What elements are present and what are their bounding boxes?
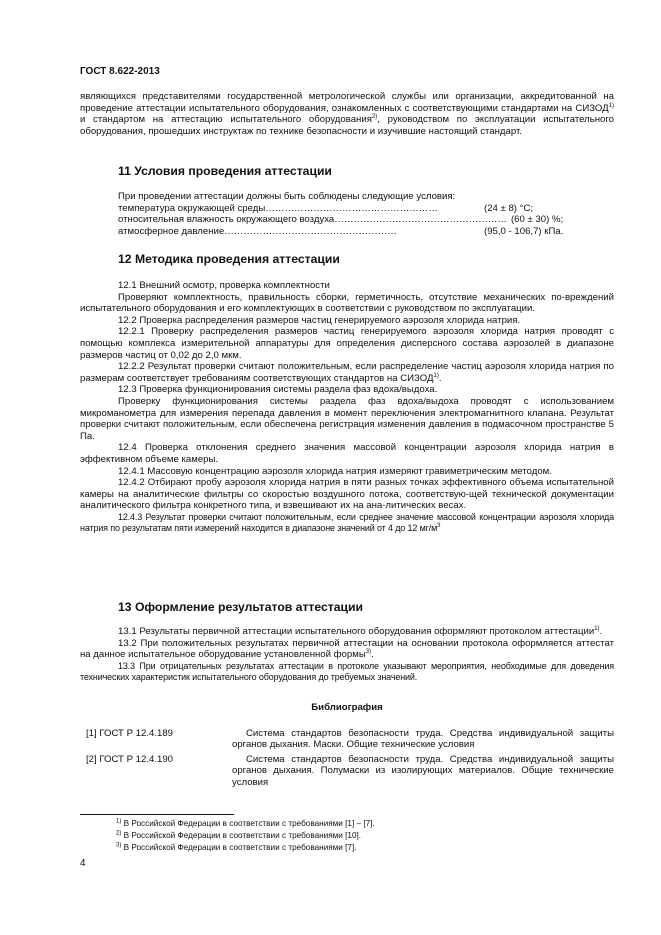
footnote-divider — [80, 814, 234, 815]
footnote: $^{1)}$ В Российской Федерации в соответствии с требованиями [1] – [7]. — [116, 818, 375, 828]
footnote: $^{2)}$ В Российской Федерации в соответствии с требованиями [10]. — [116, 830, 362, 840]
footnotes — [116, 818, 375, 854]
section-13: 13 Оформление результатов аттестации 13.1 Результаты первичной аттестации испытательного оборудования оформляют протоколом аттестации$^{1)}$. 13.2 При положительных результатах первичной аттестации на основании протокола оформляется аттестат на данное испытательное оборудование установленной формы$^{3)}$. 13.3 При отрицательных результатах аттестации в протоколе указывают мероприятия, необходимые для доведения технических характеристик испытательного оборудования до требуемых значений. — [80, 600, 614, 683]
page-number: 4 — [80, 858, 86, 869]
intro-paragraph: являющихся представителями государственной метрологической службы или организации, аккредитованной на проведение аттестации испытательного оборудования, ознакомленных с соответствующими стандартами на СИЗОД$^{1)}$ и стандартом на аттестацию испытательного оборудования$^{2)}$, руководством по эксплуатации испытательного оборудования, прошедших инструктаж по технике безопасности и изучившие настоящий стандарт. — [80, 91, 615, 137]
section-11-lead: При проведении аттестации должны быть соблюдены следующие условия: — [118, 191, 456, 202]
footnote: $^{3)}$ В Российской Федерации в соответствии с требованиями [7]. — [116, 842, 357, 852]
section-11 — [80, 164, 614, 237]
bibliography-title: Библиография — [311, 702, 383, 713]
section-12: 12 Методика проведения аттестации 12.1 Внешний осмотр, проверка комплектности Проверяют комплектность, правильность сборки, герметичность, отсутствие механических по-вреждений испытательного оборудования и его комплектующих в соответствии с руководством по эксплуатации. 12.2 Проверка распределения размеров частиц генерируемого аэрозоля хлорида натрия. 12.2.1 Проверку распределения размеров частиц генерируемого аэрозоля хлорида натрия проводят с помощью комплекса измерительной аппаратуры для определения дисперсного состава аэрозолей в диапазоне размеров частиц от 0,02 до 2,0 мкм. 12.2.2 Результат проверки считают положительным, если распределение частиц аэрозоля хлорида натрия по размерам соответствует требованиям соответствующих стандартов на СИЗОД$^{1)}$. 12.3 Проверка функционирования системы раздела фаз вдоха/выдоха. Проверку функционирования системы раздела фаз вдоха/выдоха проводят с использованием микроманометра для измерения перепада давления в момент переключения электромагнитного клапана. Результат проверки считают положительным, если обеспечена регистрация изменения давления в подмасочном пространстве 5 Па. 12.4 Проверка отклонения среднего значения массовой концентрации аэрозоля хлорида натрия в эффективном объеме камеры. 12.4.1 Массовую концентрацию аэрозоля хлорида натрия измеряют гравиметрическим методом. 12.4.2 Отбирают пробу аэрозоля хлорида натрия в пяти разных точках эффективного объема испытательной камеры на аналитические фильтры со скоростью воздушного потока, соответствую-щей технической документации аналитического фильтра конкретного типа, и взвешивают их на ана-литических весах. 12.4.3 Результат проверки считают положительным, если среднее значение массовой концентрации аэрозоля хлорида натрия по результатам пяти измерений находится в диапазоне значений от 4 до 12 $мг/м^3$ — [80, 252, 614, 534]
bibliography-item: [2] ГОСТ Р 12.4.190 Система стандартов безопасности труда. Средства индивидуальной защиты органов дыхания. Полумаски из изолирующих материалов. Общие технические условия — [86, 753, 614, 788]
section-13-title: 13 Оформление результатов аттестации — [118, 600, 364, 614]
section-12-title: 12 Методика проведения аттестации — [118, 252, 340, 266]
section-11-title: 11 Условия проведения аттестации — [118, 164, 332, 178]
condition-row-pressure: атмосферное давление ……………………………………………… (95,0 - 106,7) кПа. — [118, 225, 564, 237]
bibliography-item: [1] ГОСТ Р 12.4.189 Система стандартов безопасности труда. Средства индивидуальной защиты органов дыхания. Маски. Общие технические условия — [86, 727, 614, 751]
condition-row-humidity: относительная влажность окружающего воздуха ……………………………………………… (60 ± 30) %; — [118, 214, 564, 226]
bibliography — [80, 702, 614, 789]
standard-header: ГОСТ 8.622-2013 — [80, 66, 160, 77]
condition-row-temperature: температура окружающей среды ……………………………………………… (24 ± 8) °С; — [118, 202, 534, 214]
